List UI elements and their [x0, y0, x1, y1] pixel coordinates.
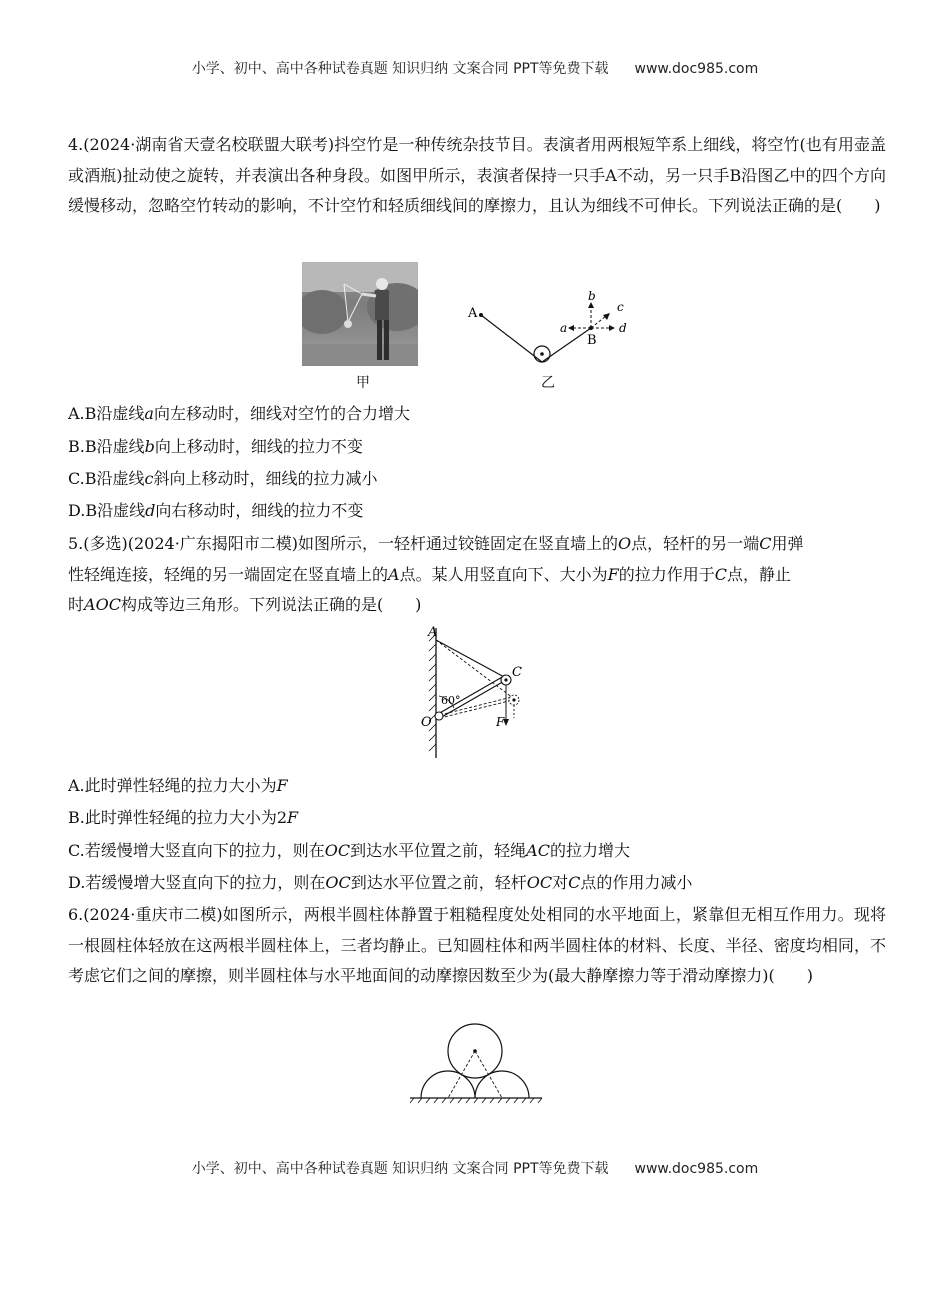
q4-option-d[interactable]: D.B沿虚线d向右移动时，细线的拉力不变 — [68, 501, 364, 520]
label-d-lower: d — [619, 321, 627, 335]
label-b-lower: b — [588, 289, 596, 303]
label-a-upper: A — [468, 306, 478, 321]
question-6-stem: 6.(2024·重庆市二模)如图所示，两根半圆柱体静置于粗糙程度处处相同的水平地面上，紧靠但无相互作用力。现将一根圆柱体轻放在这两根半圆柱体上，三者均静止。已知圆柱体和两半圆柱体的材料、长度、半径、密度均相同，不考虑它们之间的摩擦，则半圆柱体与水平地面间的动摩擦因数至少为(最大静摩擦力等于滑动摩擦力)( ) — [68, 905, 886, 985]
figure-yi-diagram — [460, 286, 640, 376]
q4-option-a[interactable]: A.B沿虚线a向左移动时，细线对空竹的合力增大 — [68, 404, 410, 423]
page-footer — [0, 1158, 950, 1178]
figure-jia-caption: 甲 — [356, 375, 370, 391]
header-url[interactable]: www.doc985.com — [634, 61, 759, 77]
question-4-stem: 4.(2024·湖南省天壹名校联盟大联考)抖空竹是一种传统杂技节目。表演者用两根短竿系上细线，将空竹(也有用壶盖或酒瓶)扯动使之旋转，并表演出各种身段。如图甲所示，表演者保持一只手A不动，另一只手B沿图乙中的四个方向缓慢移动，忽略空竹转动的影响，不计空竹和轻质细线间的摩擦力，且认为细线不可伸长。下列说法正确的是( ) — [68, 135, 886, 215]
left-half-cylinder — [421, 1071, 475, 1098]
label-o: O — [421, 715, 432, 730]
q5-option-d[interactable]: D.若缓慢增大竖直向下的拉力，则在OC到达水平位置之前，轻杆OC对C点的作用力减小 — [68, 873, 693, 892]
footer-text: 小学、初中、高中各种试卷真题 知识归纳 文案合同 PPT等免费下载 — [191, 1161, 609, 1177]
q5-option-a[interactable]: A.此时弹性轻绳的拉力大小为F — [68, 776, 288, 795]
question-6-diagram — [404, 1022, 546, 1106]
page-header — [0, 58, 950, 78]
label-b-upper: B — [587, 333, 597, 348]
performer-photo — [302, 262, 418, 366]
label-a-lower: a — [560, 321, 568, 335]
label-angle: 60° — [441, 694, 461, 707]
header-text: 小学、初中、高中各种试卷真题 知识归纳 文案合同 PPT等免费下载 — [191, 61, 609, 77]
footer-url[interactable]: www.doc985.com — [634, 1161, 759, 1177]
question-5-stem: 5.(多选)(2024·广东揭阳市二模)如图所示，一轻杆通过铰链固定在竖直墙上的O点，轻杆的另一端C用弹 性轻绳连接，轻绳的另一端固定在竖直墙上的A点。某人用竖直向下、大小为F的拉力作用于C点，静止 时AOC构成等边三角形。下列说法正确的是( ) — [68, 534, 804, 614]
q4-option-c[interactable]: C.B沿虚线c斜向上移动时，细线的拉力减小 — [68, 469, 378, 488]
q5-option-c[interactable]: C.若缓慢增大竖直向下的拉力，则在OC到达水平位置之前，轻绳AC的拉力增大 — [68, 841, 630, 860]
label-c-lower: c — [617, 300, 624, 314]
label-f: F — [496, 715, 505, 729]
right-half-cylinder — [475, 1071, 529, 1098]
figure-yi-caption: 乙 — [541, 375, 555, 391]
label-c: C — [512, 665, 522, 680]
q4-option-b[interactable]: B.B沿虚线b向上移动时，细线的拉力不变 — [68, 437, 363, 456]
label-a: A — [428, 625, 438, 640]
q5-option-b[interactable]: B.此时弹性轻绳的拉力大小为2F — [68, 808, 299, 827]
question-5-diagram — [418, 622, 538, 762]
